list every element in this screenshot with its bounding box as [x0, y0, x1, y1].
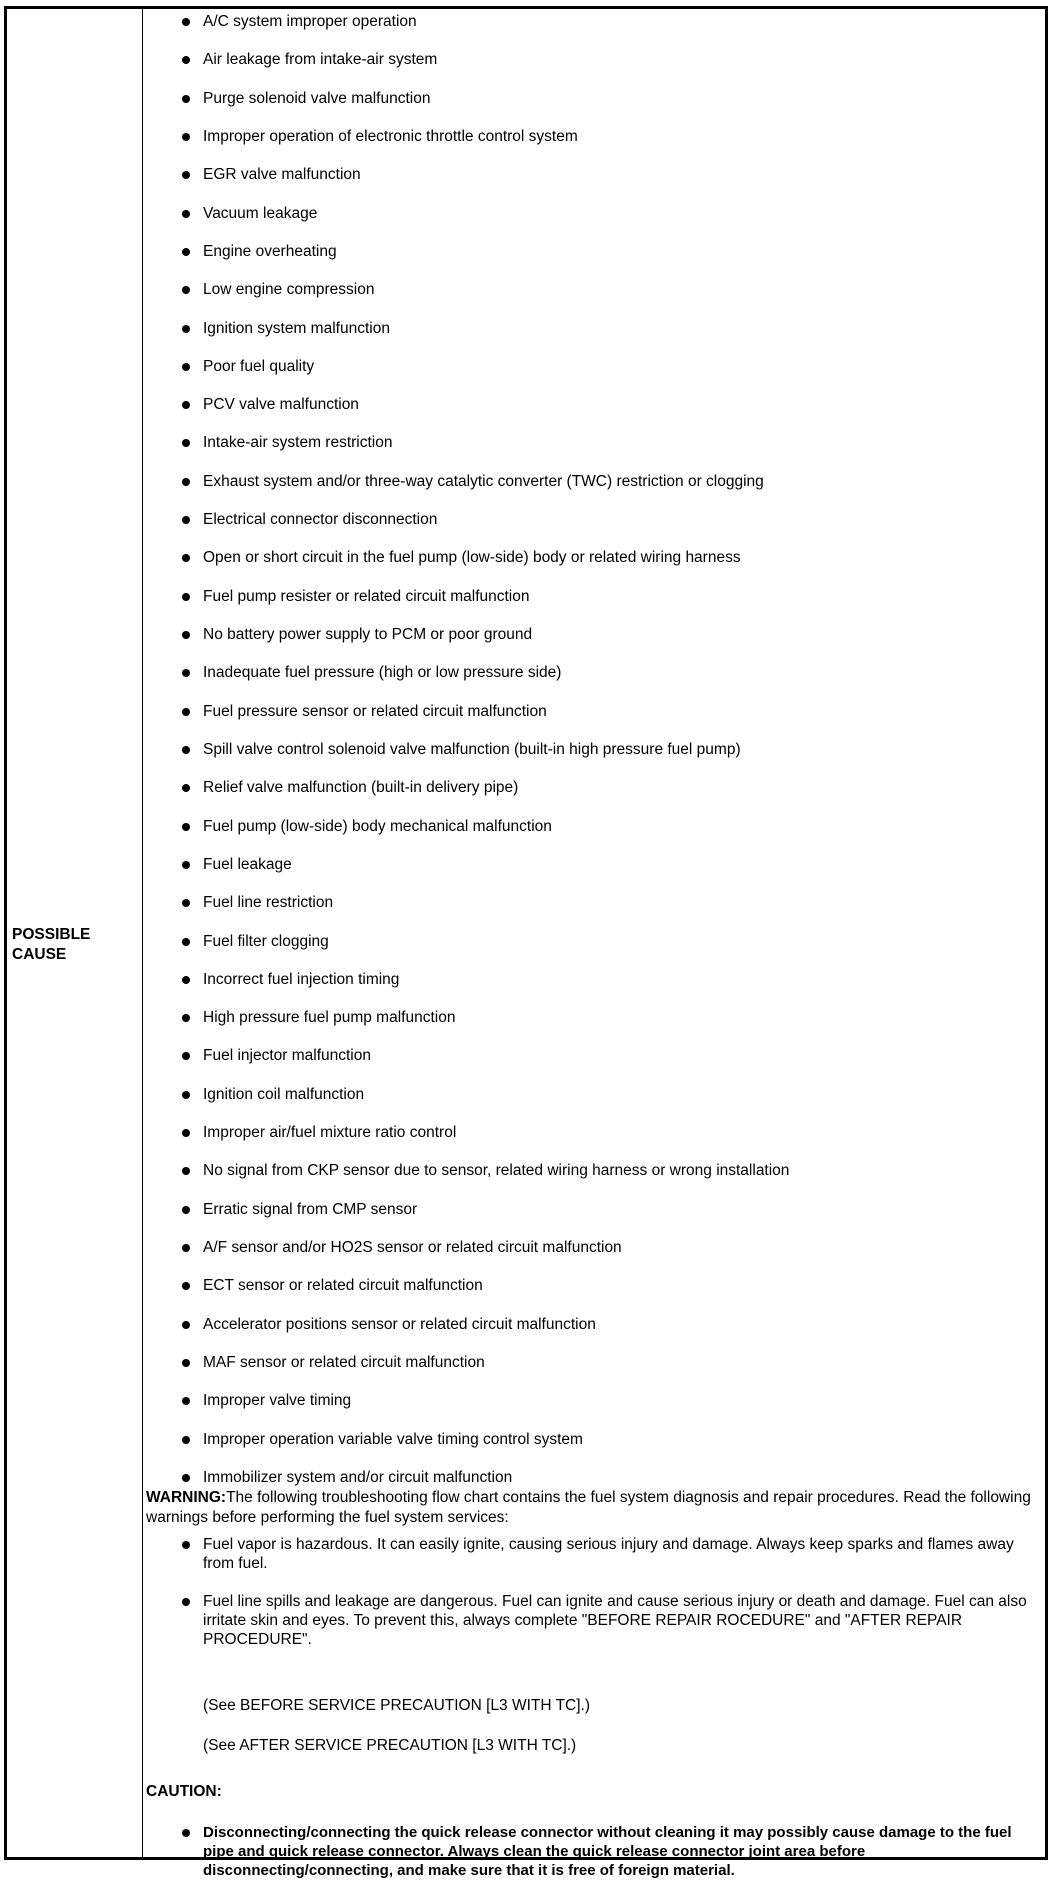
- cause-text: Fuel filter clogging: [203, 932, 329, 950]
- cause-list-item: [144, 316, 1045, 354]
- bullet-icon: [182, 401, 190, 409]
- bullet-icon: [182, 1397, 190, 1405]
- cause-list-item: [144, 737, 1045, 775]
- bullet-icon: [182, 631, 190, 639]
- bullet-icon: [182, 1829, 190, 1837]
- label-cell: [7, 9, 143, 1857]
- cause-text: Fuel leakage: [203, 855, 292, 873]
- cause-list-item: [144, 852, 1045, 890]
- cause-list-item: [144, 1350, 1045, 1388]
- cause-list-item: [144, 1158, 1045, 1196]
- cause-list-item: [144, 584, 1045, 622]
- cause-list-item: [144, 392, 1045, 430]
- bullet-icon: [182, 554, 190, 562]
- cause-list-item: [144, 775, 1045, 813]
- caution-item: [144, 1823, 1033, 1880]
- bullet-icon: [182, 439, 190, 447]
- cause-text: A/F sensor and/or HO2S sensor or related circuit malfunction: [203, 1239, 622, 1256]
- see-after-service-link[interactable]: (See AFTER SERVICE PRECAUTION [L3 WITH TC].): [203, 1737, 577, 1754]
- bullet-icon: [182, 1052, 190, 1060]
- cause-text: Exhaust system and/or three-way catalytic converter (TWC) restriction or clogging: [203, 472, 764, 490]
- bullet-icon: [182, 938, 190, 946]
- cause-text: A/C system improper operation: [203, 13, 417, 30]
- cause-text: MAF sensor or related circuit malfunction: [203, 1353, 485, 1371]
- warning-text: The following troubleshooting flow chart contains the fuel system diagnosis and repair procedures. Read the following warnings before performing the fuel system services:: [146, 1489, 1031, 1526]
- cause-list-item: [144, 1235, 1045, 1273]
- warning-title: WARNING:: [146, 1489, 227, 1506]
- cause-list-item: [144, 660, 1045, 698]
- cause-list-item: [144, 239, 1045, 277]
- cause-text: Ignition coil malfunction: [203, 1085, 365, 1103]
- cause-list-item: [144, 929, 1045, 967]
- bullet-icon: [182, 1321, 190, 1329]
- cause-list-item: [144, 469, 1045, 507]
- cause-list-item: [144, 201, 1045, 239]
- bullet-icon: [182, 976, 190, 984]
- cause-text: Inadequate fuel pressure (high or low pressure side): [203, 664, 562, 682]
- cause-text: Immobilizer system and/or circuit malfunction: [203, 1468, 513, 1486]
- bullet-icon: [182, 171, 190, 179]
- cause-text: Fuel line restriction: [203, 894, 334, 912]
- bullet-icon: [182, 325, 190, 333]
- cause-text: Open or short circuit in the fuel pump (low-side) body or related wiring harness: [203, 549, 741, 567]
- bullet-icon: [182, 18, 190, 26]
- cause-list-item: [144, 545, 1045, 583]
- bullet-icon: [182, 1091, 190, 1099]
- cause-text: Improper operation variable valve timing control system: [203, 1430, 583, 1448]
- bullet-icon: [182, 1167, 190, 1175]
- bullet-icon: [182, 899, 190, 907]
- bullet-icon: [182, 1541, 190, 1549]
- bullet-icon: [182, 1598, 190, 1606]
- cause-list-item: [144, 1082, 1045, 1120]
- cause-list-item: [144, 277, 1045, 315]
- warning-item-text: Fuel line spills and leakage are dangerous. Fuel can ignite and cause serious injury or death and damage. Fuel can also irritate skin and eyes. To prevent this, always complete "BEFORE REPAIR ROCEDURE" and "AFTER REPAIR PROCEDURE".: [203, 1593, 1027, 1648]
- cause-list-item: [144, 890, 1045, 928]
- cause-list-item: [144, 814, 1045, 852]
- cause-text: Incorrect fuel injection timing: [203, 970, 400, 988]
- bullet-icon: [182, 1436, 190, 1444]
- bullet-icon: [182, 1282, 190, 1290]
- cause-text: Fuel pressure sensor or related circuit malfunction: [203, 702, 547, 720]
- cause-text: Improper operation of electronic throttle control system: [203, 127, 578, 145]
- cause-list-item: [144, 699, 1045, 737]
- warning-block: [146, 1488, 1046, 1528]
- cause-list-item: [144, 124, 1045, 162]
- cause-text: No battery power supply to PCM or poor ground: [203, 626, 533, 643]
- cause-list-item: [144, 1197, 1045, 1235]
- cause-list-item: [144, 967, 1045, 1005]
- bullet-icon: [182, 478, 190, 486]
- cause-list-item: [144, 1427, 1045, 1465]
- bullet-icon: [182, 784, 190, 792]
- cause-text: Intake-air system restriction: [203, 434, 393, 452]
- cause-text: ECT sensor or related circuit malfunction: [203, 1277, 483, 1295]
- cause-text: Air leakage from intake-air system: [203, 51, 438, 69]
- cause-list-item: [144, 1005, 1045, 1043]
- cause-list-item: [144, 1388, 1045, 1426]
- cause-text: High pressure fuel pump malfunction: [203, 1009, 456, 1027]
- cause-list-item: [144, 1312, 1045, 1350]
- cause-text: Low engine compression: [203, 281, 375, 299]
- bullet-icon: [182, 363, 190, 371]
- cause-list-item: [144, 622, 1045, 660]
- bullet-icon: [182, 95, 190, 103]
- cause-text: Electrical connector disconnection: [203, 511, 438, 529]
- cause-text: Fuel pump resister or related circuit malfunction: [203, 587, 530, 605]
- bullet-icon: [182, 746, 190, 754]
- cause-list-item: [144, 1120, 1045, 1158]
- bullet-icon: [182, 1014, 190, 1022]
- possible-cause-table: [4, 6, 1048, 1879]
- bullet-icon: [182, 1474, 190, 1482]
- bullet-icon: [182, 1129, 190, 1137]
- cause-list-item: [144, 9, 1045, 47]
- cause-list-item: [144, 430, 1045, 468]
- cause-text: Relief valve malfunction (built-in delivery pipe): [203, 779, 519, 797]
- bullet-icon: [182, 1206, 190, 1214]
- cause-text: Fuel injector malfunction: [203, 1047, 371, 1065]
- bullet-icon: [182, 1359, 190, 1367]
- bullet-icon: [182, 516, 190, 524]
- cause-text: Spill valve control solenoid valve malfunction (built-in high pressure fuel pump): [203, 740, 741, 758]
- bullet-icon: [182, 286, 190, 294]
- cause-list-item: [144, 47, 1045, 85]
- cause-list-item: [144, 1273, 1045, 1311]
- bullet-icon: [182, 210, 190, 218]
- cause-text: Vacuum leakage: [203, 204, 318, 222]
- bullet-icon: [182, 56, 190, 64]
- bullet-icon: [182, 708, 190, 716]
- cause-text: PCV valve malfunction: [203, 396, 359, 414]
- cause-text: Improper air/fuel mixture ratio control: [203, 1124, 457, 1142]
- bullet-icon: [182, 669, 190, 677]
- cause-list-item: [144, 162, 1045, 200]
- bullet-icon: [182, 133, 190, 141]
- bullet-icon: [182, 823, 190, 831]
- caution-item-text: Disconnecting/connecting the quick release connector without cleaning it may possibly cause damage to the fuel pipe and quick release connector. Always clean the quick release connector joint area before disconnecting/connecting, and make sure that it is free of foreign material.: [203, 1824, 1012, 1879]
- caution-title: CAUTION:: [146, 1783, 222, 1800]
- cause-text: Fuel pump (low-side) body mechanical malfunction: [203, 817, 552, 835]
- cause-text: EGR valve malfunction: [203, 166, 361, 184]
- warning-item-spills: [144, 1592, 1033, 1649]
- cause-list: [144, 9, 1045, 1503]
- bullet-icon: [182, 593, 190, 601]
- cause-text: Engine overheating: [203, 242, 337, 260]
- cause-text: No signal from CKP sensor due to sensor, related wiring harness or wrong installation: [203, 1162, 790, 1180]
- cause-list-item: [144, 1043, 1045, 1081]
- cause-text: Ignition system malfunction: [203, 319, 390, 337]
- bullet-icon: [182, 861, 190, 869]
- bullet-icon: [182, 1244, 190, 1252]
- cause-text: Improper valve timing: [203, 1392, 352, 1410]
- cause-text: Accelerator positions sensor or related circuit malfunction: [203, 1315, 596, 1333]
- content-cell: [144, 9, 1045, 1879]
- possible-cause-label: POSSIBLE CAUSE: [12, 926, 91, 963]
- warning-item-vapor: [144, 1535, 1033, 1573]
- cause-list-item: [144, 507, 1045, 545]
- warning-item-text: Fuel vapor is hazardous. It can easily ignite, causing serious injury and damage. Always keep sparks and flames away from fuel.: [203, 1536, 1014, 1572]
- see-before-service-link[interactable]: (See BEFORE SERVICE PRECAUTION [L3 WITH TC].): [203, 1697, 591, 1714]
- cause-list-item: [144, 354, 1045, 392]
- cause-list-item: [144, 86, 1045, 124]
- bullet-icon: [182, 248, 190, 256]
- cause-text: Erratic signal from CMP sensor: [203, 1200, 418, 1218]
- cause-text: Purge solenoid valve malfunction: [203, 89, 431, 107]
- cause-text: Poor fuel quality: [203, 357, 315, 375]
